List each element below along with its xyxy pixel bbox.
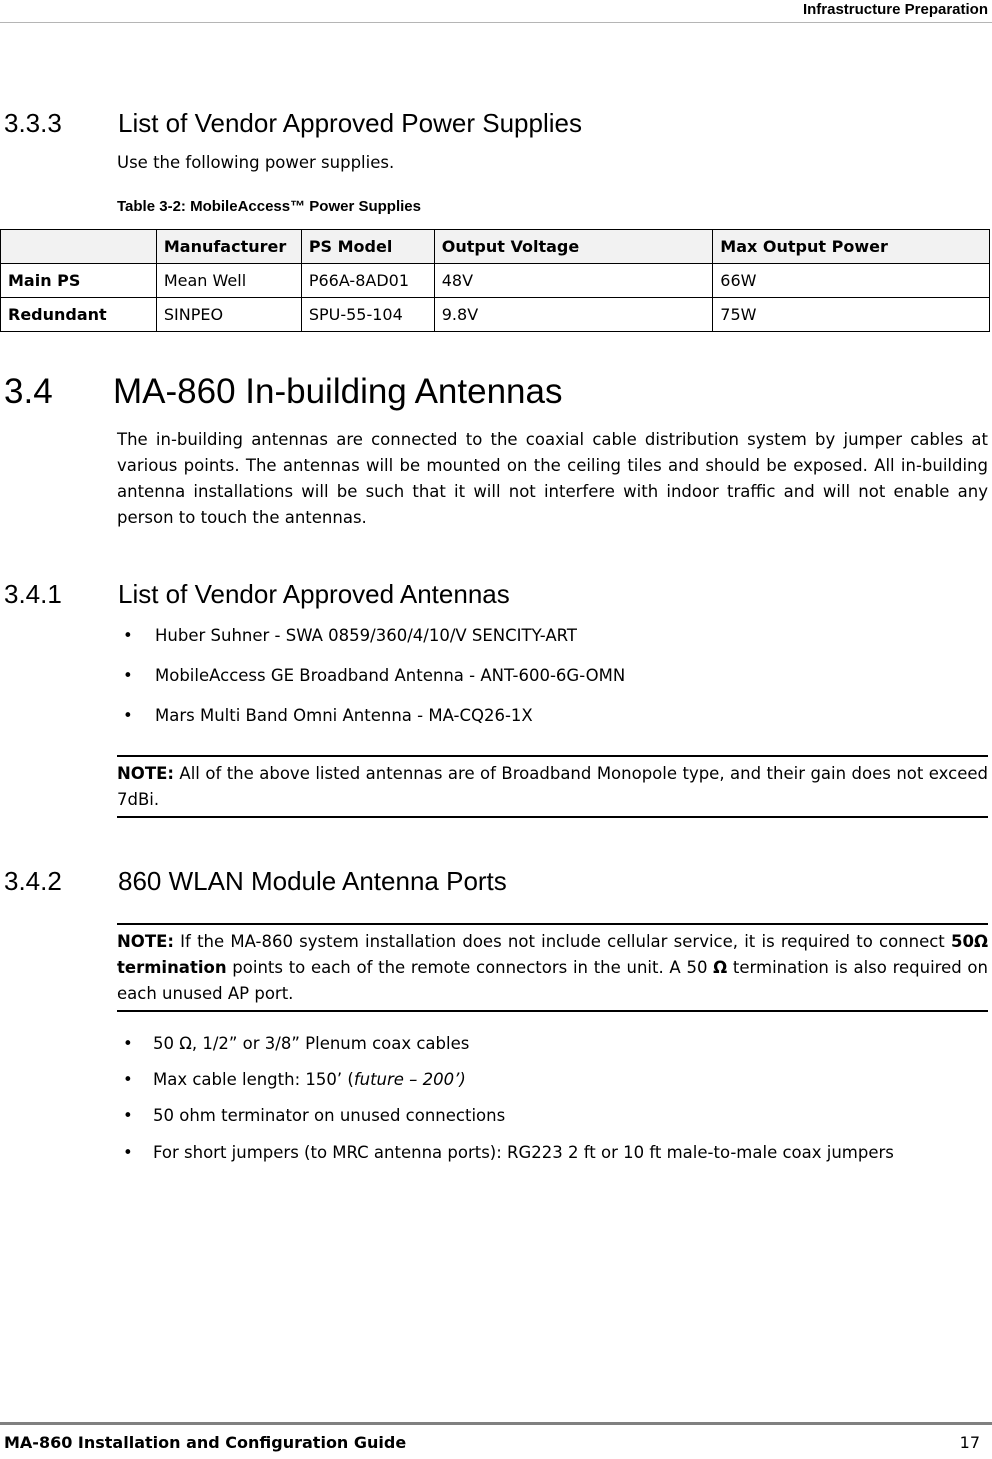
bullet-icon: •	[123, 626, 133, 645]
note-box-antenna-gain	[117, 755, 988, 818]
table-row	[1, 298, 990, 332]
section-heading-3-4-2	[4, 866, 507, 897]
table-header-cell: Manufacturer	[156, 230, 301, 264]
note-box-termination	[117, 923, 988, 1012]
list-item-text: MobileAccess GE Broadband Antenna - ANT-600-6G-OMN	[155, 666, 626, 685]
page-number: 17	[959, 1433, 980, 1452]
bullet-icon: •	[123, 1034, 133, 1053]
table-header-cell: Output Voltage	[434, 230, 713, 264]
note-text: All of the above listed antennas are of Broadband Monopole type, and their gain does not exceed 7dBi.	[117, 764, 988, 809]
omega-symbol: Ω	[713, 958, 728, 977]
table-cell: Mean Well	[156, 264, 301, 298]
table-cell: 48V	[434, 264, 713, 298]
table-row	[1, 264, 990, 298]
list-item	[117, 706, 625, 746]
footer-title: MA-860 Installation and Configuration Guide	[4, 1433, 407, 1452]
table-cell: Redundant	[1, 298, 157, 332]
list-item-text: 50 ohm terminator on unused connections	[153, 1106, 506, 1125]
note-label: NOTE:	[117, 932, 174, 951]
list-item	[117, 626, 625, 666]
section-title: List of Vendor Approved Antennas	[118, 579, 510, 609]
list-item-text: 50 Ω, 1/2” or 3/8” Plenum coax cables	[153, 1034, 470, 1053]
table-header-cell: PS Model	[301, 230, 434, 264]
list-item	[117, 1106, 988, 1142]
table-cell: 66W	[713, 264, 990, 298]
table-header-row	[1, 230, 990, 264]
table-cell: SINPEO	[156, 298, 301, 332]
table-cell: SPU-55-104	[301, 298, 434, 332]
bullet-icon: •	[123, 1106, 133, 1125]
bullet-icon: •	[123, 1143, 133, 1162]
table-cell: Main PS	[1, 264, 157, 298]
intro-paragraph: Use the following power supplies.	[117, 153, 395, 172]
note-text: termination is also required on each unused AP port.	[117, 958, 988, 1003]
page-header	[0, 0, 992, 23]
section-number: 3.4.1	[4, 579, 62, 609]
note-text: points to each of the remote connectors in the unit. A 50	[226, 958, 714, 977]
list-item	[117, 1034, 988, 1070]
note-emphasis: 50Ω termination	[117, 932, 988, 977]
section-title: List of Vendor Approved Power Supplies	[118, 108, 582, 138]
section-number: 3.4.2	[4, 866, 62, 896]
section-title: MA-860 In-building Antennas	[113, 372, 563, 411]
section-title: 860 WLAN Module Antenna Ports	[118, 866, 507, 896]
list-item	[117, 1070, 988, 1106]
cabling-list	[117, 1034, 988, 1164]
bullet-icon: •	[123, 706, 133, 725]
section-number: 3.4	[4, 372, 53, 411]
section-heading-3-4-1	[4, 579, 510, 610]
table-header-cell	[1, 230, 157, 264]
table-cell: 75W	[713, 298, 990, 332]
note-label: NOTE:	[117, 764, 174, 783]
list-item-text: Huber Suhner - SWA 0859/360/4/10/V SENCITY-ART	[155, 626, 577, 645]
antennas-paragraph: The in-building antennas are connected to the coaxial cable distribution system by jumper cables at various points. The antennas will be mounted on the ceiling tiles and should be exposed. All in-building antenna installations will be such that it will not interfere with indoor traffic and will not enable any person to touch the antennas.	[117, 430, 988, 527]
page-footer	[0, 1422, 992, 1459]
bullet-icon: •	[123, 666, 133, 685]
table-caption: Table 3-2: MobileAccess™ Power Supplies	[117, 198, 421, 215]
list-item	[117, 1142, 953, 1164]
power-supplies-table	[0, 229, 990, 332]
list-item-text: Max cable length: 150’ (	[153, 1070, 354, 1089]
note-text: If the MA-860 system installation does not include cellular service, it is required to connect	[173, 932, 951, 951]
list-item	[117, 666, 625, 706]
table-cell: P66A-8AD01	[301, 264, 434, 298]
table-cell: 9.8V	[434, 298, 713, 332]
header-title: Infrastructure Preparation	[802, 1, 988, 18]
table-header-cell: Max Output Power	[713, 230, 990, 264]
list-item-text: For short jumpers (to MRC antenna ports): RG223 2 ft or 10 ft male-to-male coax jumpers	[153, 1143, 894, 1162]
section-heading-3-3-3	[4, 108, 582, 139]
section-number: 3.3.3	[4, 108, 62, 138]
list-item-text: Mars Multi Band Omni Antenna - MA-CQ26-1X	[155, 706, 533, 725]
list-item-italic-text: future – 200’)	[353, 1070, 466, 1089]
bullet-icon: •	[123, 1070, 133, 1089]
section-heading-3-4	[4, 372, 562, 412]
antenna-list	[117, 626, 625, 746]
